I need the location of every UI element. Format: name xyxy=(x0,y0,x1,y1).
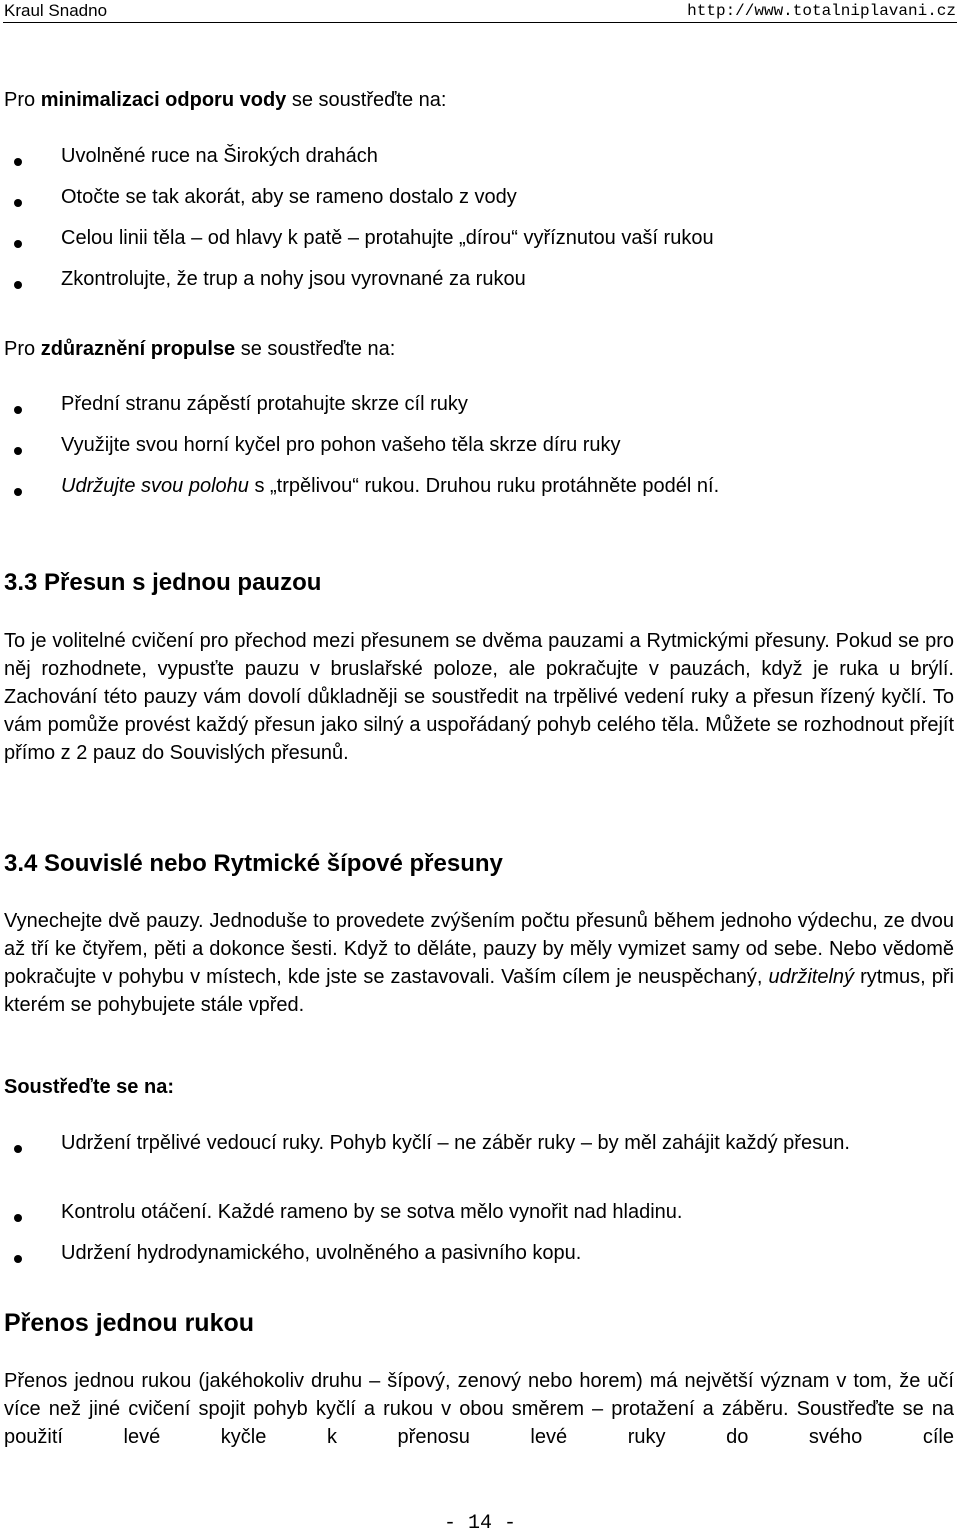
section-3-4-text-a: Vynechejte dvě pauzy. Jednoduše to provedete zvýšením počtu přesunů během jednoho výdechu, ze dvou až tří ke čtyřem, pěti a dokonce šesti. Když to děláte, pauzy by měly vymizet samy od sebe. Nebo vědomě pokračujte v pohybu v místech, kde jste se zastavovali. Vaším cílem je neuspěchaný, xyxy=(4,910,954,988)
header-url: http://www.totalniplavani.cz xyxy=(687,2,956,20)
page-number: - 14 - xyxy=(443,1512,516,1535)
focus-item-1: Udržení trpělivé vedoucí ruky. Pohyb kyčlí – ne záběr ruky – by měl zahájit každý přesun. xyxy=(61,1132,850,1154)
prop-intro-post: se soustřeďte na: xyxy=(235,338,396,360)
bullet-icon xyxy=(14,199,22,207)
focus-item-3: Udržení hydrodynamického, uvolněného a pasivního kopu. xyxy=(61,1242,582,1264)
header-author: Kraul Snadno xyxy=(4,1,108,20)
header-divider xyxy=(3,22,957,23)
bullet-icon xyxy=(14,447,22,455)
prop-item-3-rest: s „trpělivou“ rukou. Druhou ruku protáhněte podél ní. xyxy=(248,475,720,497)
section-3-3-title: 3.3 Přesun s jednou pauzou xyxy=(4,569,322,596)
prop-intro-bold: zdůraznění propulse xyxy=(40,338,236,360)
section-3-4-italic: udržitelný xyxy=(768,966,855,988)
section-3-4-text-b: rytmus, při kterém se pohybujete stále vpřed. xyxy=(4,966,954,1016)
prop-item-2: Využijte svou horní kyčel pro pohon vašeho těla skrze díru ruky xyxy=(61,434,621,456)
prop-item-3 xyxy=(61,472,954,500)
min-item-1: Uvolněné ruce na Širokých drahách xyxy=(61,145,378,167)
bullet-icon xyxy=(14,281,22,289)
bullet-icon xyxy=(14,1255,22,1263)
focus-title: Soustřeďte se na: xyxy=(4,1076,174,1098)
min-intro-post: se soustřeďte na: xyxy=(286,89,447,111)
prop-intro xyxy=(4,335,954,363)
prop-item-3-italic: Udržujte svou polohu xyxy=(61,475,249,497)
section-3-3-paragraph: To je volitelné cvičení pro přechod mezi přesunem se dvěma pauzami a Rytmickými přesuny. Pokud se pro něj rozhodnete, vypusťte pauzu v bruslařské poloze, ale pokračujte v pauzách, když je ruka u brýlí. Zachování této pauzy vám dovolí důkladněji se soustředit na trpělivé vedení ruky a přesun řízený kyčlí. To vám pomůže provést každý přesun jako silný a uspořádaný pohyb celého těla. Můžete se rozhodnout přejít přímo z 2 pauz do Souvislých přesunů. xyxy=(4,630,954,764)
bullet-icon xyxy=(14,1214,22,1222)
min-intro xyxy=(4,86,954,114)
bullet-icon xyxy=(14,1145,22,1153)
transfer-title: Přenos jednou rukou xyxy=(4,1309,255,1337)
section-3-4-paragraph xyxy=(4,907,954,1019)
section-3-4-title: 3.4 Souvislé nebo Rytmické šípové přesuny xyxy=(4,850,503,877)
bullet-icon xyxy=(14,488,22,496)
focus-item-2: Kontrolu otáčení. Každé rameno by se sotva mělo vynořit nad hladinu. xyxy=(61,1201,683,1223)
min-item-4: Zkontrolujte, že trup a nohy jsou vyrovnané za rukou xyxy=(61,268,526,290)
min-intro-bold: minimalizaci odporu vody xyxy=(40,89,287,111)
min-intro-pre: Pro xyxy=(4,89,41,111)
bullet-icon xyxy=(14,406,22,414)
prop-item-1: Přední stranu zápěstí protahujte skrze cíl ruky xyxy=(61,393,468,415)
bullet-icon xyxy=(14,158,22,166)
bullet-icon xyxy=(14,240,22,248)
min-item-3: Celou linii těla – od hlavy k patě – protahujte „dírou“ vyříznutou vaší rukou xyxy=(61,227,714,249)
prop-intro-pre: Pro xyxy=(4,338,41,360)
transfer-paragraph: Přenos jednou rukou (jakéhokoliv druhu – šípový, zenový nebo horem) má největší význam v tom, že učí více než jiné cvičení spojit pohyb kyčlí a rukou v obou směrem – protažení a záběru. Soustřeďte se na použití levé kyčle k přenosu levé ruky do svého cíle xyxy=(4,1370,954,1448)
min-item-2: Otočte se tak akorát, aby se rameno dostalo z vody xyxy=(61,186,517,208)
